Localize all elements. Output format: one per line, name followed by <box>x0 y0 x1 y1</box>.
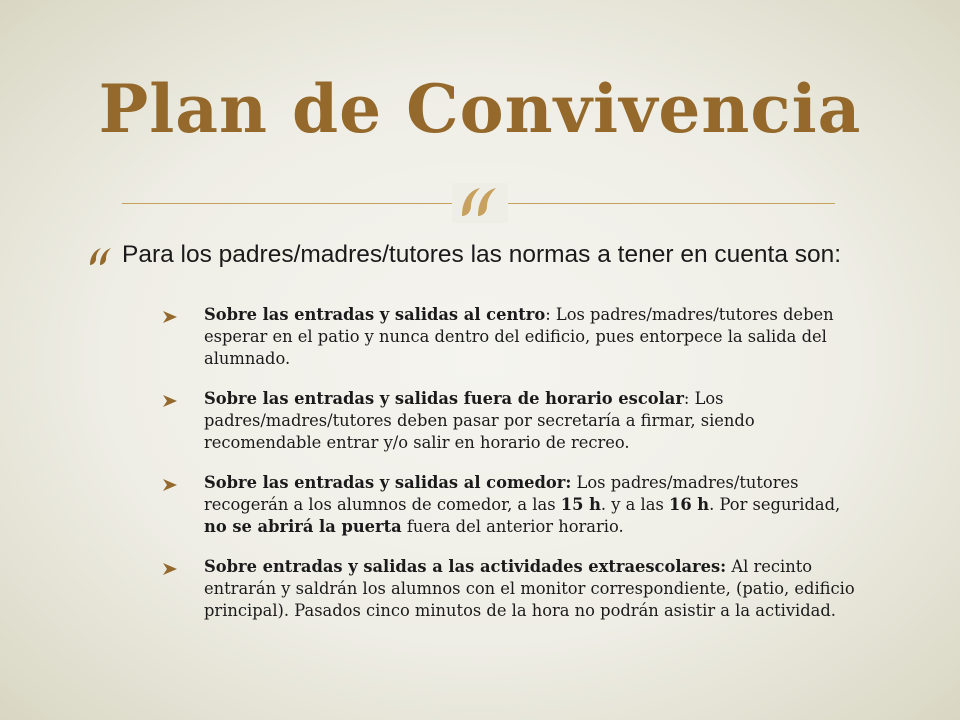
list-item <box>162 472 862 538</box>
item-label: Sobre las entradas y salidas fuera de horario escolar <box>204 389 684 408</box>
time-value: 16 h <box>668 495 710 514</box>
arrow-bullet-icon <box>162 560 178 582</box>
arrow-bullet-icon <box>162 476 178 498</box>
list-item <box>162 556 862 622</box>
item-text: Al recinto entrarán y saldrán los alumnos con el monitor correspondiente, (patio, edificio principal). Pasados cinco minutos de la hora no podrán asistir a la actividad. <box>204 557 855 620</box>
sub-bullet-list <box>162 304 862 640</box>
item-text: Los padres/madres/tutores recogerán a los alumnos de comedor, a las <box>204 473 799 514</box>
item-text: . y a las <box>600 495 669 514</box>
arrow-bullet-icon <box>162 308 178 330</box>
list-item <box>162 388 862 454</box>
slide-title: Plan de Convivencia <box>98 70 862 148</box>
emphasis-text: no se abrirá la puerta <box>204 517 402 536</box>
item-text: : Los padres/madres/tutores deben pasar por secretaría a firmar, siendo recomendable entrar y/o salir en horario de recreo. <box>204 389 755 452</box>
time-value: 15 h <box>560 495 601 514</box>
main-bullet-text: Para los padres/madres/tutores las normas a tener en cuenta son: <box>122 241 842 268</box>
item-label: Sobre las entradas y salidas al comedor: <box>204 473 572 492</box>
item-label: Sobre entradas y salidas a las actividades extraescolares: <box>204 557 727 576</box>
item-text: . Por seguridad, <box>709 495 841 514</box>
ornament-glyph <box>458 186 502 220</box>
list-item <box>162 304 862 370</box>
item-text: : Los padres/madres/tutores deben esperar en el patio y nunca dentro del edificio, pues entorpece la salida del alumnado. <box>204 305 834 368</box>
item-text: fuera del anterior horario. <box>401 517 624 536</box>
item-label: Sobre las entradas y salidas al centro <box>204 305 546 324</box>
double-quote-leaf-icon <box>452 183 508 223</box>
main-bullet-point <box>88 240 868 270</box>
double-quote-bullet-icon <box>88 245 114 275</box>
arrow-bullet-icon <box>162 392 178 414</box>
